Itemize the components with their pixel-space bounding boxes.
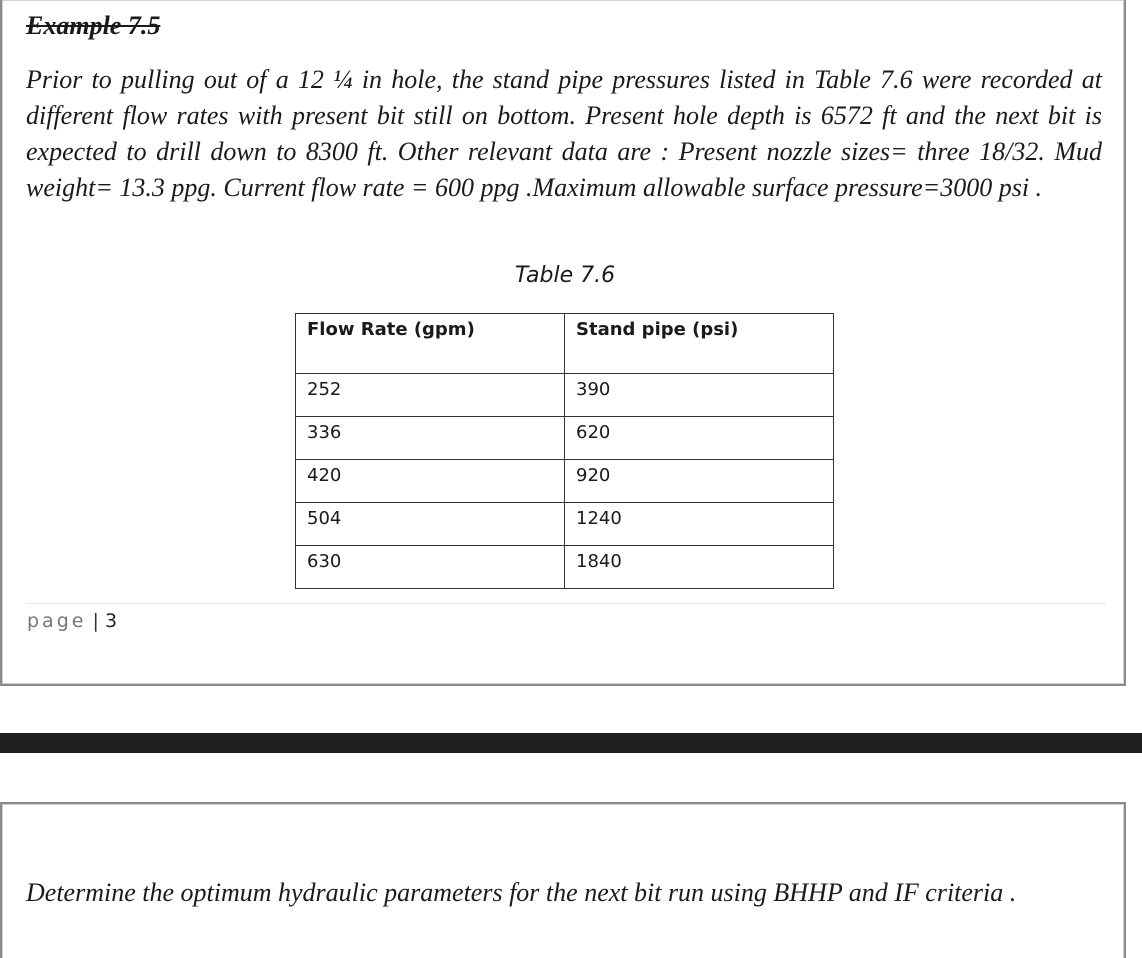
table-row (296, 460, 834, 503)
cell-stand-pipe: 390 (565, 374, 834, 417)
cell-flow-rate: 504 (296, 503, 565, 546)
table-row (296, 417, 834, 460)
table-header-row (296, 314, 834, 374)
header-flow-rate: Flow Rate (gpm) (296, 314, 565, 374)
page-word: page (27, 610, 87, 632)
cell-flow-rate: 336 (296, 417, 565, 460)
cell-stand-pipe: 1840 (565, 546, 834, 589)
cell-flow-rate: 420 (296, 460, 565, 503)
table-row (296, 546, 834, 589)
cell-stand-pipe: 920 (565, 460, 834, 503)
example-title: Example 7.5 (26, 11, 161, 40)
cell-flow-rate: 630 (296, 546, 565, 589)
document-page-bottom (0, 802, 1126, 958)
page-separator: | (92, 610, 99, 632)
header-stand-pipe: Stand pipe (psi) (565, 314, 834, 374)
page-gap-band (0, 733, 1142, 753)
cell-stand-pipe: 620 (565, 417, 834, 460)
page-footer (27, 610, 117, 632)
table-row (296, 503, 834, 546)
question-text: Determine the optimum hydraulic parameters for the next bit run using BHHP and IF criteria . (26, 878, 1017, 907)
cell-stand-pipe: 1240 (565, 503, 834, 546)
problem-paragraph: Prior to pulling out of a 12 ¼ in hole, the stand pipe pressures listed in Table 7.6 were recorded at different flow rates with present bit still on bottom. Present hole depth is 6572 ft and the next bit is expected to drill down to 8300 ft. Other relevant data are : Present nozzle sizes= three 18/32. Mud weight= 13.3 ppg. Current flow rate = 600 ppg .Maximum allowable surface pressure=3000 psi . (26, 65, 1102, 202)
footer-divider (26, 603, 1106, 604)
table-row (296, 374, 834, 417)
data-table (295, 313, 834, 589)
table-caption: Table 7.6 (514, 263, 616, 288)
page-number: 3 (104, 610, 118, 632)
cell-flow-rate: 252 (296, 374, 565, 417)
